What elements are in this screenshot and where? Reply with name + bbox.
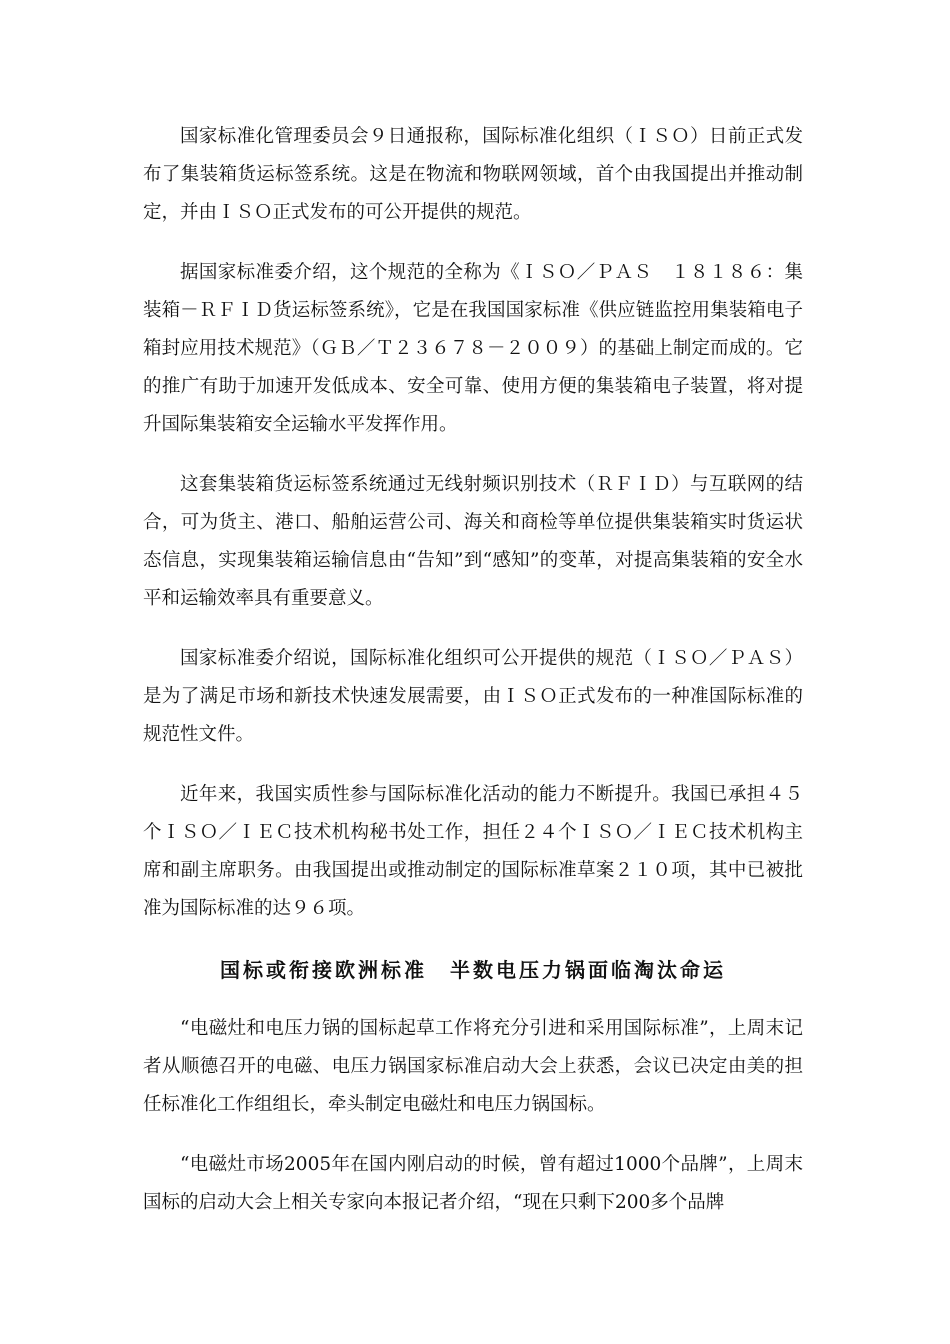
article-body [143,118,803,1244]
section-heading: 国标或衔接欧洲标准 半数电压力锅面临淘汰命运 [220,958,726,982]
paragraph-pas-definition: 国家标准委介绍说，国际标准化组织可公开提供的规范（ＩＳＯ／ＰＡＳ）是为了满足市场和新技术快速发展需要，由ＩＳＯ正式发布的一种准国际标准的规范性文件。 [143,648,803,745]
paragraph-market-brands: “电磁灶市场2005年在国内刚启动的时候，曾有超过1000个品牌”，上周末国标的启动大会上相关专家向本报记者介绍，“现在只剩下200多个品牌 [143,1154,803,1213]
paragraph-spec-fullname: 据国家标准委介绍，这个规范的全称为《ＩＳＯ／ＰＡＳ １８１８６：集装箱－ＲＦＩＤ货运标签系统》，它是在我国国家标准《供应链监控用集装箱电子箱封应用技术规范》（ＧＢ／Ｔ２３６７８－２００９）的基础上制定而成的。它的推广有助于加速开发低成本、安全可靠、使用方便的集装箱电子装置，将对提升国际集装箱安全运输水平发挥作用。 [143,262,803,435]
paragraph-china-participation: 近年来，我国实质性参与国际标准化活动的能力不断提升。我国已承担４５个ＩＳＯ／ＩＥＣ技术机构秘书处工作，担任２４个ＩＳＯ／ＩＥＣ技术机构主席和副主席职务。由我国提出或推动制定的国际标准草案２１０项，其中已被批准为国际标准的达９６项。 [143,784,803,919]
paragraph-standard-drafting: “电磁灶和电压力锅的国标起草工作将充分引进和采用国际标准”，上周末记者从顺德召开的电磁、电压力锅国家标准启动大会上获悉，会议已决定由美的担任标准化工作组组长，牵头制定电磁灶和电压力锅国标。 [143,1018,803,1115]
paragraph-rfid-system: 这套集装箱货运标签系统通过无线射频识别技术（ＲＦＩＤ）与互联网的结合，可为货主、港口、船舶运营公司、海关和商检等单位提供集装箱实时货运状态信息，实现集装箱运输信息由“告知”到“感知”的变革，对提高集装箱的安全水平和运输效率具有重要意义。 [143,474,803,609]
paragraph-iso-announcement: 国家标准化管理委员会９日通报称，国际标准化组织（ＩＳＯ）日前正式发布了集装箱货运标签系统。这是在物流和物联网领域，首个由我国提出并推动制定，并由ＩＳＯ正式发布的可公开提供的规范。 [143,126,803,223]
